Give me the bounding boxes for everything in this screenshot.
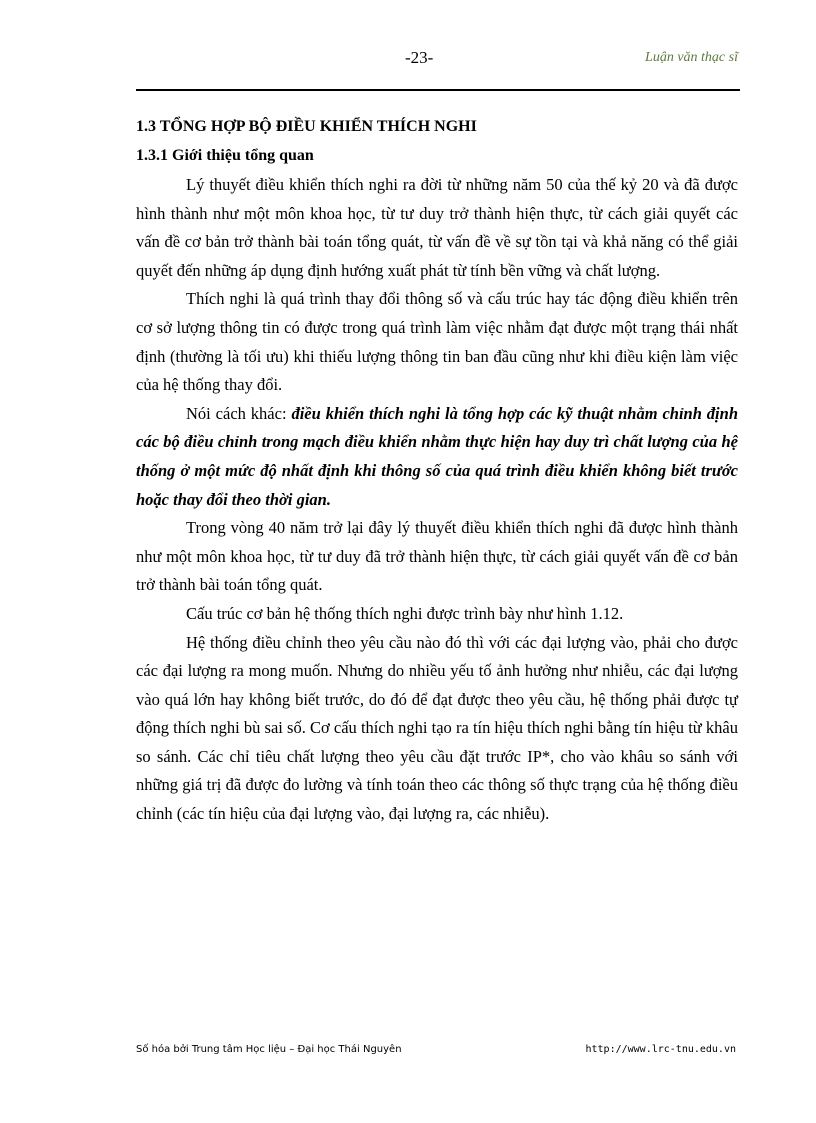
section-heading: 1.3 TỔNG HỢP BỘ ĐIỀU KHIỂN THÍCH NGHI bbox=[136, 118, 477, 135]
paragraph-system-description: Hệ thống điều chỉnh theo yêu cầu nào đó thì với các đại lượng vào, phải cho được các đại lượng ra mong muốn. Nhưng do nhiều yếu tố ảnh hưởng như nhiễu, các đại lượng vào quá lớn hay không biết trước, do đó để đạt được theo yêu cầu, hệ thống phải được tự động thích nghi bù sai số. Cơ cấu thích nghi tạo ra tín hiệu thích nghi bằng tín hiệu từ khâu so sánh. Các chỉ tiêu chất lượng theo yêu cầu đặt trước IP*, cho vào khâu so sánh với những giá trị đã được đo lường và tính toán theo các thông số thực trạng của hệ thống điều chỉnh (các tín hiệu của đại lượng vào, đại lượng ra, các nhiễu). bbox=[136, 632, 738, 824]
footer-source: Số hóa bởi Trung tâm Học liệu – Đại học Thái Nguyên bbox=[136, 1044, 402, 1055]
paragraph-figure-reference: Cấu trúc cơ bản hệ thống thích nghi được trình bày như hình 1.12. bbox=[186, 603, 624, 623]
paragraph-intro: Lý thuyết điều khiển thích nghi ra đời từ những năm 50 của thế kỷ 20 và đã được hình thành như một môn khoa học, từ tư duy trở thành hiện thực, từ cách giải quyết các vấn đề cơ bản trở thành bài toán tổng quát, từ vấn đề về sự tồn tại và khả năng có thể giải quyết đến những áp dụng định hướng xuất phát từ tính bền vững và chất lượng. bbox=[136, 175, 738, 280]
page-body bbox=[136, 113, 738, 829]
paragraph-lead: Nói cách khác: bbox=[186, 403, 292, 423]
subsection-heading: 1.3.1 Giới thiệu tổng quan bbox=[136, 147, 314, 164]
paragraph-definition: Thích nghi là quá trình thay đổi thông số và cấu trúc hay tác động điều khiển trên cơ sở lượng thông tin có được trong quá trình làm việc nhằm đạt được một trạng thái nhất định (thường là tối ưu) khi thiếu lượng thông tin ban đầu cũng như khi điều kiện làm việc của hệ thống thay đổi. bbox=[136, 289, 738, 395]
header-divider bbox=[136, 89, 740, 91]
paragraph-history: Trong vòng 40 năm trở lại đây lý thuyết điều khiển thích nghi đã được hình thành như một môn khoa học, từ tư duy đã trở thành hiện thực, từ cách giải quyết vấn đề cơ bản trở thành bài toán tổng quát. bbox=[136, 518, 738, 595]
footer-url: http://www.lrc-tnu.edu.vn bbox=[585, 1044, 736, 1055]
emphasized-definition: điều khiển thích nghi là tổng hợp các kỹ thuật nhằm chỉnh định các bộ điều chỉnh trong mạch điều khiển nhằm thực hiện hay duy trì chất lượng của hệ thống ở một mức độ nhất định khi thông số của quá trình điều khiển không biết trước hoặc thay đổi theo thời gian. bbox=[136, 403, 738, 509]
running-title: Luận văn thạc sĩ bbox=[645, 50, 738, 65]
page-number: -23- bbox=[405, 48, 434, 67]
paragraph-in-other-words bbox=[136, 400, 738, 514]
